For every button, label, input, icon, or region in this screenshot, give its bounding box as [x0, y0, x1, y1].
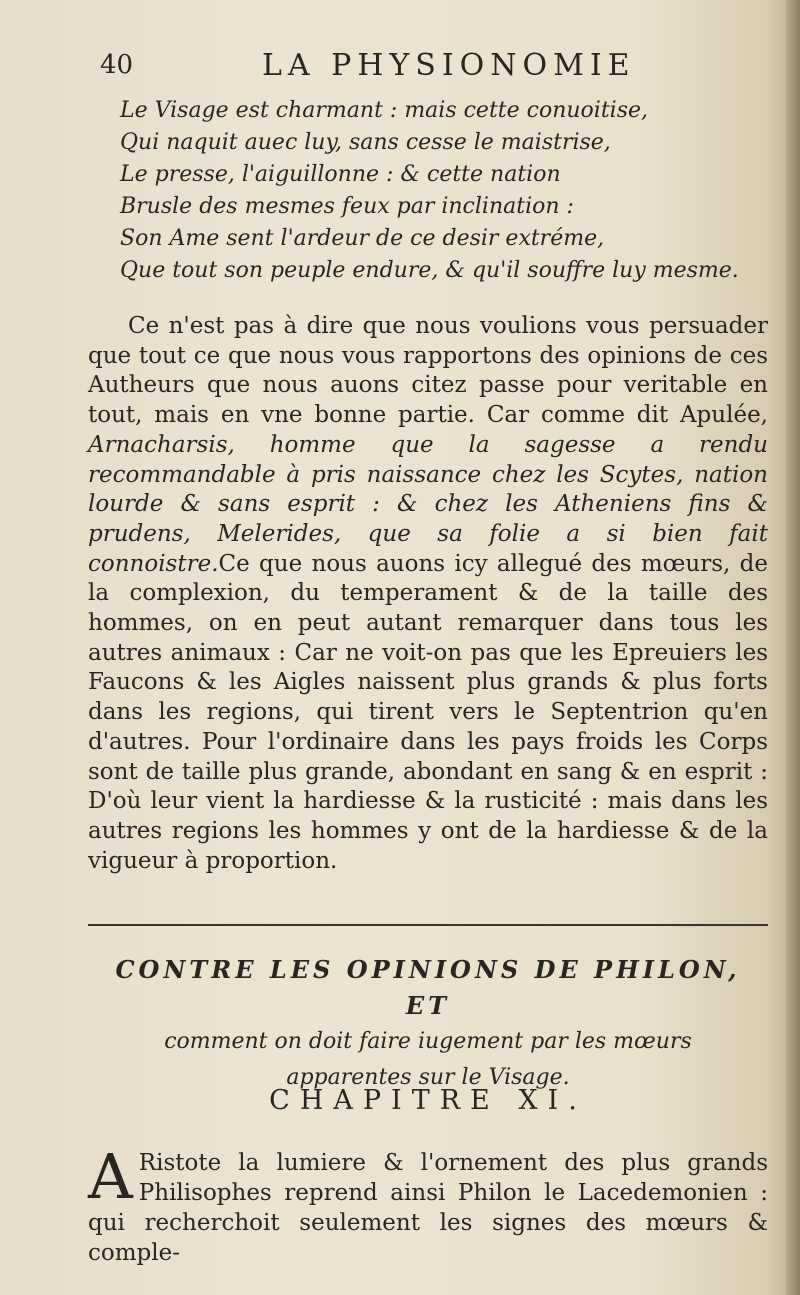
- verse-line: Le presse, l'aiguillonne : & cette nation: [120, 162, 561, 187]
- verse-line: Le Visage est charmant : mais cette conuoitise,: [120, 98, 649, 123]
- body-text: [88, 312, 768, 876]
- chapter-heading: CHAPITRE XI.: [269, 1085, 587, 1116]
- page-edge: [786, 0, 800, 1295]
- paragraph: [88, 312, 768, 876]
- verse-line: Que tout son peuple endure, & qu'il souffre luy mesme.: [120, 258, 739, 283]
- page-header: [92, 44, 772, 90]
- paragraph-text: Ce que nous auons icy allegué des mœurs, de la complexion, du temperament & de la taille des hommes, on en peut autant remarquer dans tous les autres animaux : Car ne voit-on pas que les Epreuiers les Faucons & les Aigles naissent plus grands & plus forts dans les regions, qui tirent vers le Septentrion qu'en d'autres. Pour l'ordinaire dans les pays froids les Corps sont de taille plus grande, abondant en sang & en esprit : D'où leur vient la hardiesse & la rusticité : mais dans les autres regions les hommes y ont de la hardiesse & de la vigueur à proportion.: [88, 550, 768, 874]
- verse-line: Brusle des mesmes feux par inclination :: [120, 194, 574, 219]
- quoted-passage: Arnacharsis, homme que la sagesse a rendu recommandable à pris naissance chez les Scytes, nation lourde & sans esprit : & chez les Atheniens fins & prudens, Melerides, que sa folie a si bien fait connoistre.: [88, 431, 768, 577]
- page-number: 40: [100, 50, 134, 80]
- section-title-line: comment on doit faire iugement par les mœurs: [164, 1029, 692, 1054]
- section-title-line: apparentes sur le Visage.: [286, 1065, 570, 1090]
- section-title: [88, 952, 768, 1096]
- verse-line: Son Ame sent l'ardeur de ce desir extréme,: [120, 226, 605, 251]
- drop-cap: A: [88, 1140, 133, 1213]
- section-title-caps: CONTRE LES OPINIONS DE PHILON, ET: [115, 955, 741, 1020]
- opening-text: Ristote la lumiere & l'ornement des plus grands Philisophes reprend ainsi Philon le Lacedemonien : qui recherchoit seulement les signes des mœurs & comple-: [88, 1150, 768, 1266]
- chapter-opening: [88, 1140, 768, 1268]
- verse-line: Qui naquit auec luy, sans cesse le maistrise,: [120, 130, 611, 155]
- section-divider: [88, 924, 768, 926]
- paragraph-text: Ce n'est pas à dire que nous voulions vous persuader que tout ce que nous vous rapportons des opinions de ces Autheurs que nous auons citez passe pour veritable en tout, mais en vne bonne partie. Car comme dit Apulée,: [88, 313, 768, 429]
- running-head: LA PHYSIONOMIE: [262, 48, 636, 83]
- verse-block: [120, 95, 780, 287]
